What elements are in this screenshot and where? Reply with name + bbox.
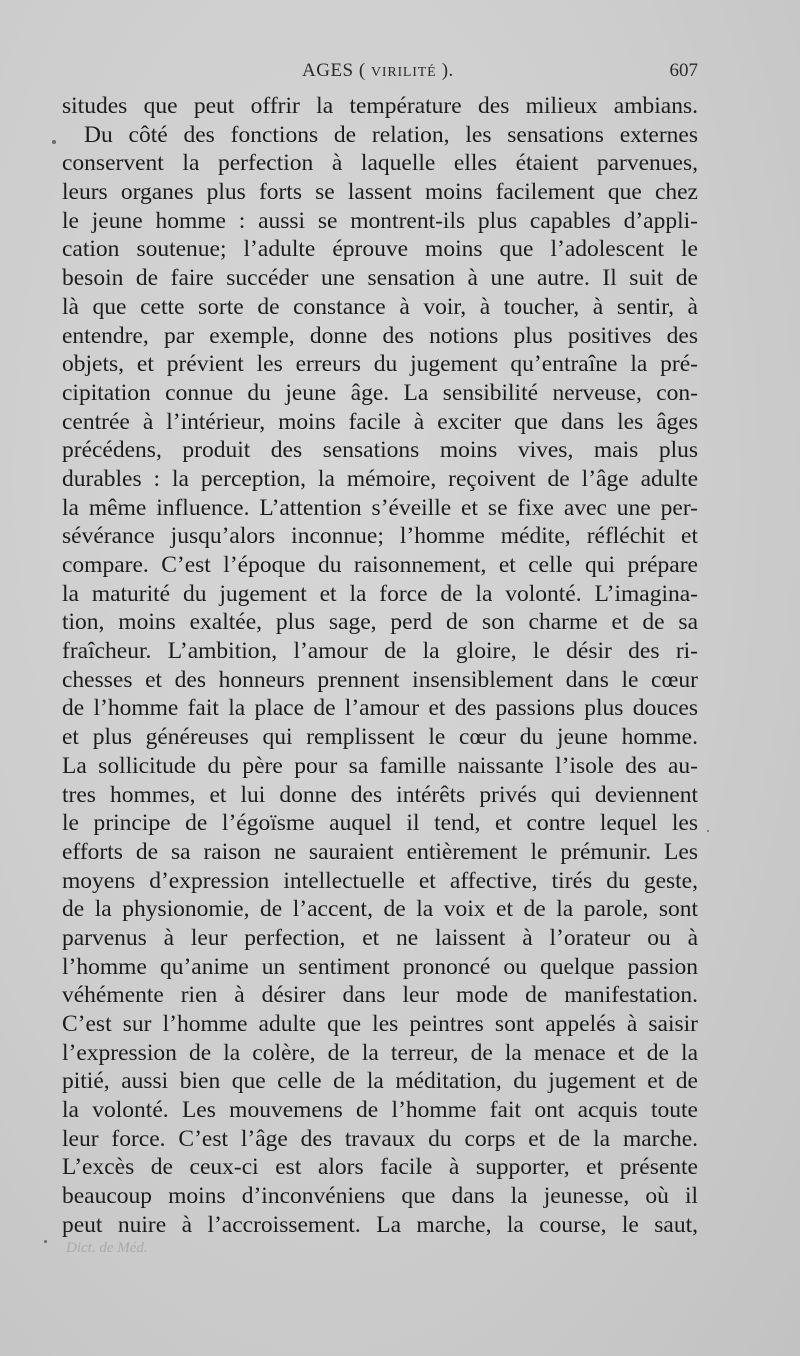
body-text [62,92,698,1240]
text-line: beaucoup moins d’inconvéniens que dans la jeunesse, où il [62,1183,698,1210]
text-line: La sollicitude du père pour sa famille naissante l’isole des au- [62,752,698,779]
paper-speck [707,830,709,832]
text-line: sévérance jusqu’alors inconnue; l’homme médite, réfléchit et [62,523,698,550]
running-title-close: ). [441,60,454,81]
text-line: la volonté. Les mouvemens de l’homme fait ont acquis toute [62,1097,698,1124]
text-line: centrée à l’intérieur, moins facile à exciter que dans les âges [62,408,698,435]
text-line: moyens d’expression intellectuelle et affective, tirés du geste, [62,867,698,894]
text-line: cipitation connue du jeune âge. La sensibilité nerveuse, con- [62,379,698,406]
text-line: conservent la perfection à laquelle elles étaient parvenues, [62,150,698,177]
text-line: Du côté des fonctions de relation, les sensations externes [84,121,698,148]
text-line: le jeune homme : aussi se montrent-ils plus capables d’appli- [62,207,698,234]
text-line: là que cette sorte de constance à voir, à toucher, à sentir, à [62,293,698,320]
text-line: entendre, par exemple, donne des notions plus positives des [62,322,698,349]
text-line: l’expression de la colère, de la terreur, de la menace et de la [62,1039,698,1066]
text-line: durables : la perception, la mémoire, reçoivent de l’âge adulte [62,465,698,492]
text-line: objets, et prévient les erreurs du jugement qu’entraîne la pré- [62,351,698,378]
text-line: pitié, aussi bien que celle de la méditation, du jugement et de [62,1068,698,1095]
running-title [302,60,454,82]
text-line: le principe de l’égoïsme auquel il tend, et contre lequel les [62,810,698,837]
text-line: cation soutenue; l’adulte éprouve moins que l’adolescent le [62,236,698,263]
text-line: leur force. C’est l’âge des travaux du corps et de la marche. [62,1125,698,1152]
running-header [62,60,698,88]
text-line: de l’homme fait la place de l’amour et des passions plus douces [62,695,698,722]
text-line: l’homme qu’anime un sentiment prononcé ou quelque passion [62,953,698,980]
text-line: compare. C’est l’époque du raisonnement, et celle qui prépare [62,552,698,578]
text-line: situdes que peut offrir la température des milieux ambians. [62,93,698,119]
text-line: L’excès de ceux-ci est alors facile à supporter, et présente [62,1154,698,1181]
page-number: 607 [669,60,698,81]
paper-speck [44,1240,47,1243]
text-line: véhémente rien à désirer dans leur mode de manifestation. [62,982,698,1009]
text-line: chesses et des honneurs prennent insensiblement dans le cœur [62,666,698,693]
text-line: de la physionomie, de l’accent, de la voix et de la parole, sont [62,896,698,923]
text-line: précédens, produit des sensations moins vives, mais plus [62,437,698,464]
text-line: tion, moins exaltée, plus sage, perd de son charme et de sa [62,609,698,636]
running-title-main: AGES ( [302,60,366,81]
text-line: fraîcheur. L’ambition, l’amour de la gloire, le désir des ri- [62,638,698,665]
text-line: efforts de sa raison ne sauraient entièrement le prémunir. Les [62,838,698,865]
text-line: la même influence. L’attention s’éveille et se fixe avec une per- [62,494,698,521]
text-line: besoin de faire succéder une sensation à une autre. Il suit de [62,265,698,292]
paper-speck [52,140,56,144]
text-line: tres hommes, et lui donne des intérêts privés qui deviennent [62,781,698,808]
text-line: peut nuire à l’accroissement. La marche, la course, le saut, [62,1211,698,1238]
text-line: C’est sur l’homme adulte que les peintres sont appelés à saisir [62,1011,698,1037]
text-line: leurs organes plus forts se lassent moins facilement que chez [62,179,698,206]
faint-library-stamp: Dict. de Méd. [66,1240,148,1256]
text-line: parvenus à leur perfection, et ne laissent à l’orateur ou à [62,924,698,951]
text-line: et plus généreuses qui remplissent le cœur du jeune homme. [62,724,698,751]
text-line: la maturité du jugement et la force de la volonté. L’imagina- [62,580,698,607]
running-title-subtitle: VIRILITÉ [370,65,437,80]
